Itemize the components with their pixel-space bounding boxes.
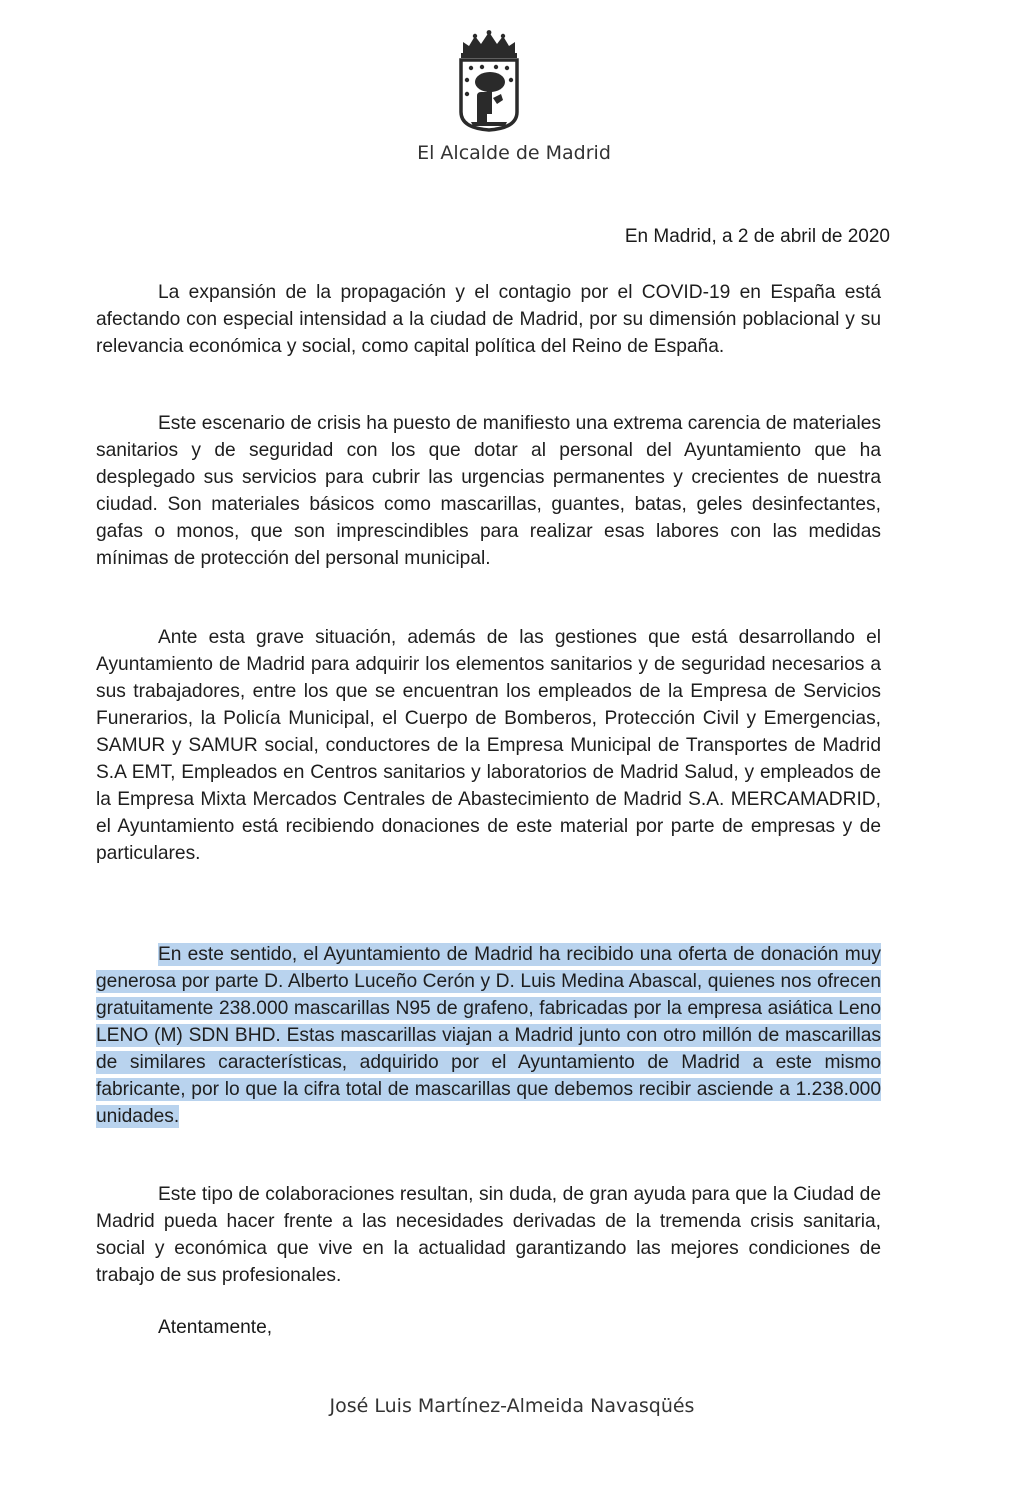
paragraph-1-text: La expansión de la propagación y el contagio por el COVID-19 en España está afectando con especial intensidad a la ciudad de Madrid, por su dimensión poblacional y su relevancia económica y social, como capital política del Reino de España. [96, 282, 881, 357]
paragraph-2-text: Este escenario de crisis ha puesto de manifiesto una extrema carencia de materiales sanitarios y de seguridad con los que dotar al personal del Ayuntamiento que ha desplegado sus servicios para cubrir las urgencias permanentes y crecientes de nuestra ciudad. Son materiales básicos como mascarillas, guantes, batas, geles desinfectantes, gafas o monos, que son imprescindibles para realizar esas labores con las medidas mínimas de protección del personal municipal. [96, 413, 881, 569]
paragraph-4-highlighted [96, 941, 881, 1130]
office-title: El Alcalde de Madrid [417, 142, 611, 164]
closing-salutation: Atentamente, [158, 1317, 273, 1338]
madrid-coat-of-arms-icon [457, 30, 521, 132]
paragraph-5-text: Este tipo de colaboraciones resultan, sin duda, de gran ayuda para que la Ciudad de Madrid pueda hacer frente a las necesidades derivadas de la tremenda crisis sanitaria, social y económica que vive en la actualidad garantizando las mejores condiciones de trabajo de sus profesionales. [96, 1184, 881, 1286]
paragraph-4-text: En este sentido, el Ayuntamiento de Madrid ha recibido una oferta de donación muy generosa por parte D. Alberto Luceño Cerón y D. Luis Medina Abascal, quienes nos ofrecen gratuitamente 238.000 mascarillas N95 de grafeno, fabricadas por la empresa asiática Leno LENO (M) SDN BHD. Estas mascarillas viajan a Madrid junto con otro millón de mascarillas de similares características, adquirido por el Ayuntamiento de Madrid a este mismo fabricante, por lo que la cifra total de mascarillas que debemos recibir asciende a 1.238.000 unidades. [96, 944, 881, 1127]
paragraph-5 [96, 1181, 881, 1289]
date-line: En Madrid, a 2 de abril de 2020 [624, 226, 890, 247]
signer-name: José Luis Martínez-Almeida Navasqüés [329, 1395, 695, 1417]
paragraph-1 [96, 279, 881, 360]
paragraph-4-wrapper [96, 941, 881, 1130]
paragraph-2 [96, 410, 881, 572]
paragraph-3 [96, 624, 881, 867]
paragraph-3-text: Ante esta grave situación, además de las gestiones que está desarrollando el Ayuntamiento de Madrid para adquirir los elementos sanitarios y de seguridad necesarios a sus trabajadores, entre los que se encuentran los empleados de la Empresa de Servicios Funerarios, la Policía Municipal, el Cuerpo de Bomberos, Protección Civil y Emergencias, SAMUR y SAMUR social, conductores de la Empresa Municipal de Transportes de Madrid S.A EMT, Empleados en Centros sanitarios y laboratorios de Madrid Salud, y empleados de la Empresa Mixta Mercados Centrales de Abastecimiento de Madrid S.A. MERCAMADRID, el Ayuntamiento está recibiendo donaciones de este material por parte de empresas y de particulares. [96, 627, 881, 864]
